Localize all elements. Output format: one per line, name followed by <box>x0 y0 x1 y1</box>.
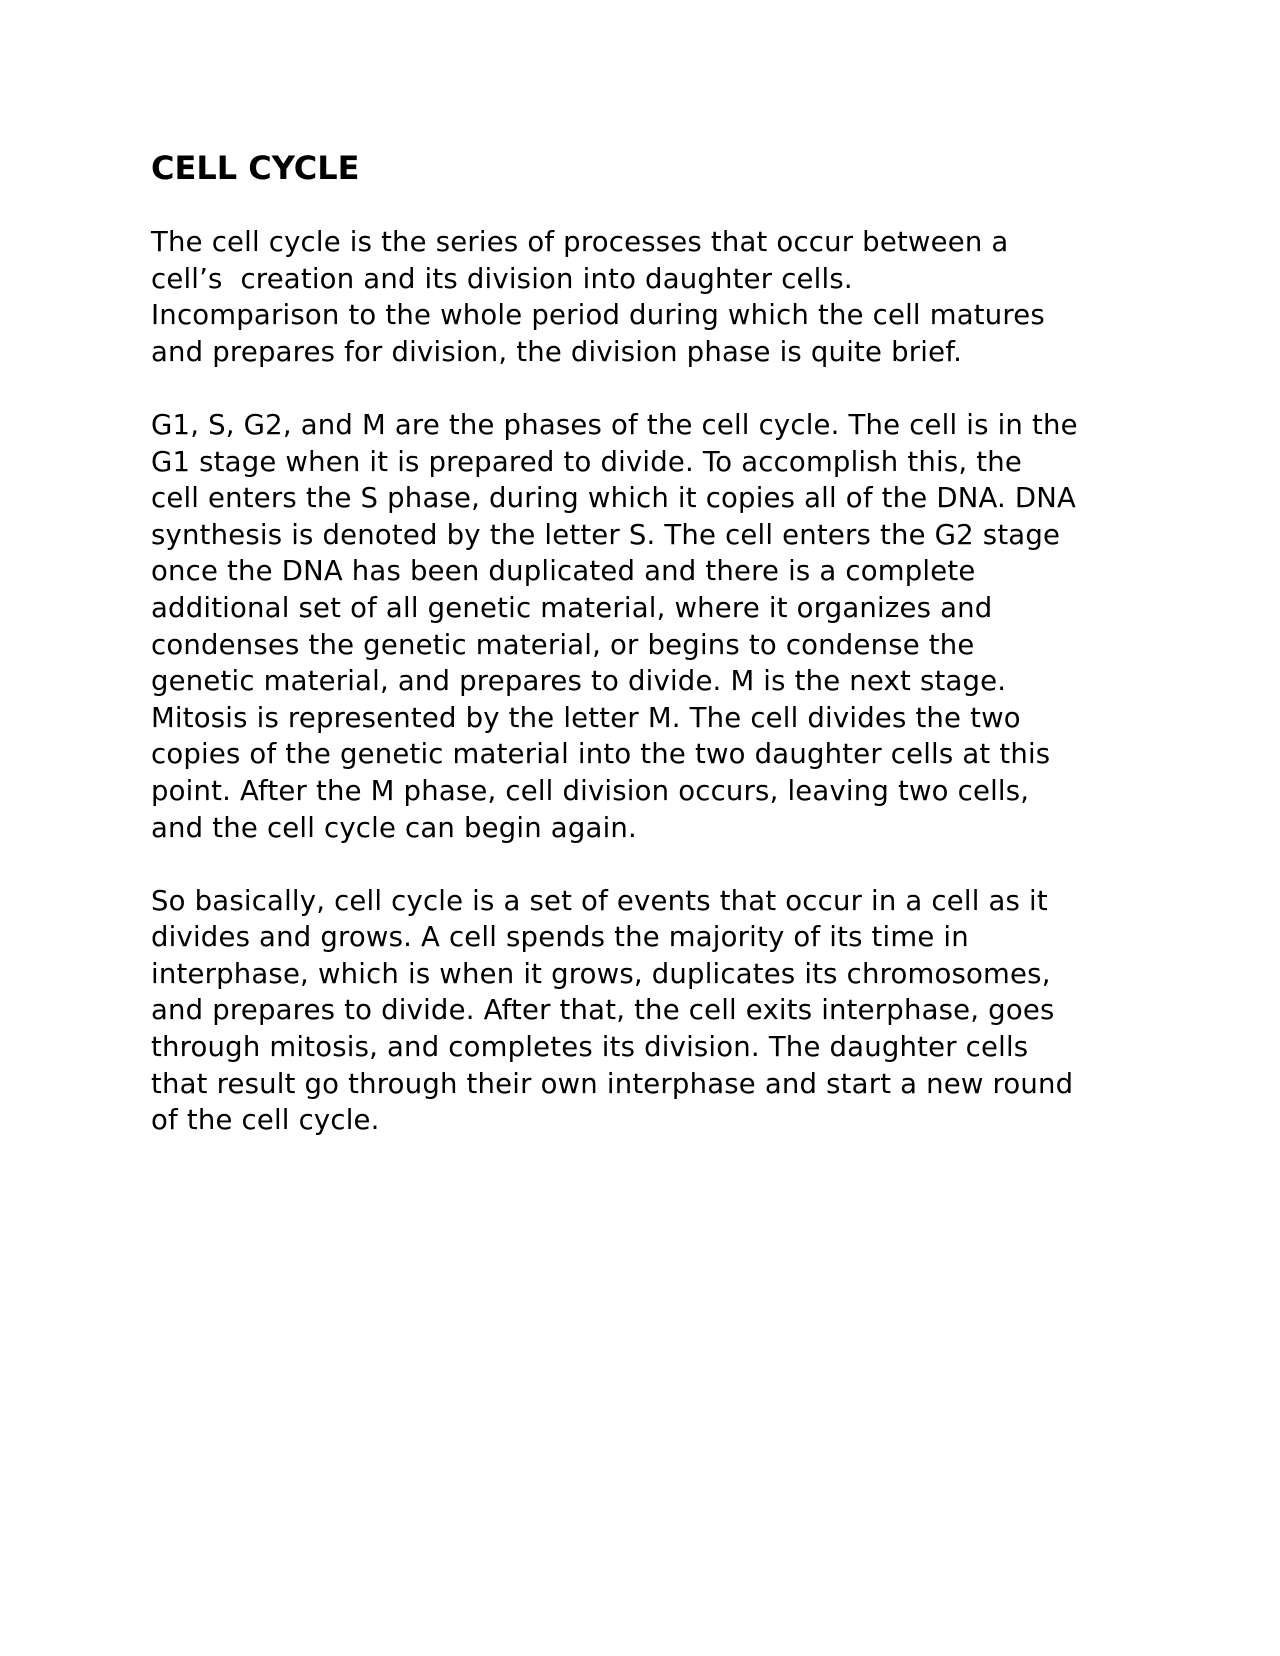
text-line: synthesis is denoted by the letter S. The cell enters the G2 stage <box>151 518 1061 551</box>
text-line: divides and grows. A cell spends the majority of its time in <box>151 921 969 954</box>
paragraph-summary <box>151 883 1151 1139</box>
text-line: copies of the genetic material into the two daughter cells at this <box>151 738 1051 771</box>
text-line: condenses the genetic material, or begins to condense the <box>151 628 975 661</box>
text-line: once the DNA has been duplicated and there is a complete <box>151 555 976 588</box>
text-line: that result go through their own interphase and start a new round <box>151 1067 1074 1100</box>
text-line: interphase, which is when it grows, duplicates its chromosomes, <box>151 957 1051 990</box>
text-line: genetic material, and prepares to divide. M is the next stage. <box>151 665 1007 698</box>
document-title: CELL CYCLE <box>151 149 360 187</box>
text-line: and prepares for division, the division phase is quite brief. <box>151 335 963 368</box>
text-line: The cell cycle is the series of processes that occur between a <box>151 226 1009 258</box>
text-line: Mitosis is represented by the letter M. The cell divides the two <box>151 701 1021 734</box>
text-line: G1, S, G2, and M are the phases of the cell cycle. The cell is in the <box>151 408 1078 441</box>
text-line: cell enters the S phase, during which it copies all of the DNA. DNA <box>151 482 1077 515</box>
text-line: Incomparison to the whole period during which the cell matures <box>151 299 1045 332</box>
text-line: through mitosis, and completes its division. The daughter cells <box>151 1031 1029 1064</box>
paragraph-phases <box>151 407 1151 846</box>
document-body <box>151 148 1151 1139</box>
text-line: cell’s creation and its division into daughter cells. <box>151 262 853 295</box>
text-line: and the cell cycle can begin again. <box>151 811 637 844</box>
text-line: additional set of all genetic material, where it organizes and <box>151 591 993 624</box>
text-line: point. After the M phase, cell division occurs, leaving two cells, <box>151 774 1030 807</box>
text-line: So basically, cell cycle is a set of events that occur in a cell as it <box>151 884 1048 917</box>
text-line: and prepares to divide. After that, the cell exits interphase, goes <box>151 994 1055 1027</box>
text-line: of the cell cycle. <box>151 1104 380 1137</box>
paragraph-intro <box>151 224 1151 370</box>
text-line: G1 stage when it is prepared to divide. To accomplish this, the <box>151 445 1022 478</box>
